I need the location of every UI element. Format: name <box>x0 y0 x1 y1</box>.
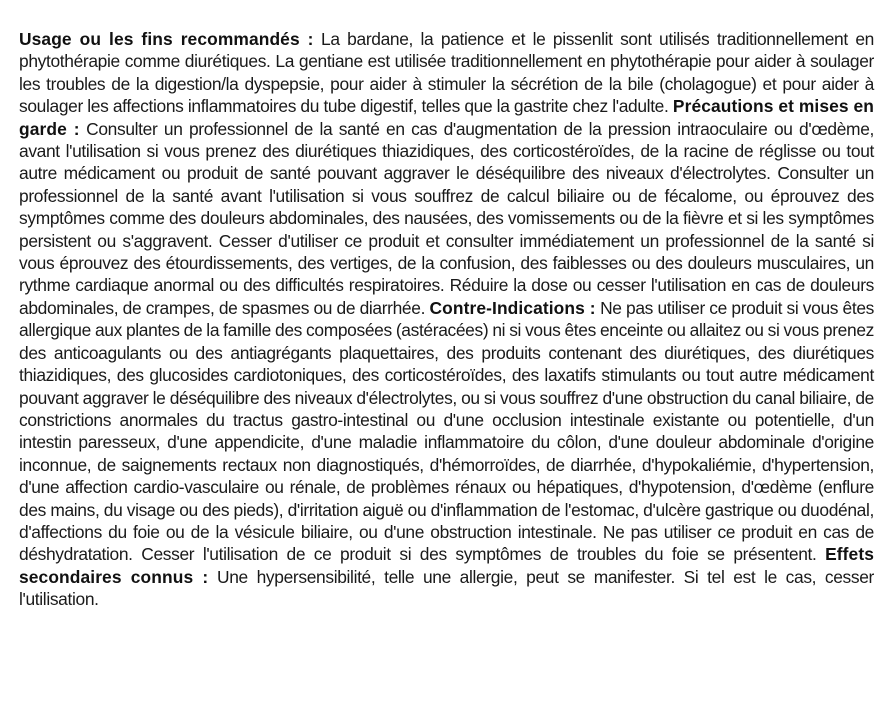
section-text-usage: La bardane, la patience et le pissenlit sont utilisés traditionnellement en phytothérapie comme diurétiques. La gentiane est utilisée traditionnellement en phytothérapie pour aider à soulager les troubles de la digestion/la dyspepsie, pour aider à stimuler la sécrétion de la bile (cholagogue) et pour aider à soulager les affections inflammatoires du tube digestif, telles que la gastrite chez l'adulte. <box>19 29 874 117</box>
section-heading-side-effects: Effets secondaires connus : <box>19 544 874 587</box>
section-text-side-effects: Une hypersensibilité, telle une allergie, peut se manifester. Si tel est le cas, cesser l'utilisation. <box>19 566 874 610</box>
product-label-text <box>19 28 874 611</box>
section-text-precautions: Consulter un professionnel de la santé en cas d'augmentation de la pression intraoculaire ou d'œdème, avant l'utilisation si vous prenez des diurétiques thiazidiques, des corticostéroïdes, de la racine de réglisse ou tout autre médicament ou produit de santé pouvant aggraver le déséquilibre des niveaux d'électrolytes. Consulter un professionnel de la santé avant l'utilisation si vous souffrez de calcul biliaire ou de fécalome, ou éprouvez des symptômes comme des douleurs abdominales, des nausées, des vomissements ou de la fièvre et si les symptômes persistent ou s'aggravent. Cesser d'utiliser ce produit et consulter immédiatement un professionnel de la santé si vous éprouvez des étourdissements, des vertiges, de la confusion, des faiblesses ou des douleurs musculaires, un rythme cardiaque anormal ou des difficultés respiratoires. Réduire la dose ou cesser l'utilisation en cas de douleurs abdominales, de crampes, de spasmes ou de diarrhée. <box>19 118 874 318</box>
section-text-contraindications: Ne pas utiliser ce produit si vous êtes allergique aux plantes de la famille des composées (astéracées) ni si vous êtes enceinte ou allaitez ou si vous prenez des anticoagulants ou des antiagrégants plaquettaires, des produits contenant des diurétiques, des diurétiques thiazidiques, des glucosides cardiotoniques, des corticostéroïdes, des laxatifs stimulants ou tout autre médicament pouvant aggraver le déséquilibre des niveaux d'électrolytes, ou si vous souffrez d'une obstruction du canal biliaire, de constrictions anormales du tractus gastro-intestinal ou d'une occlusion intestinale existante ou potentielle, d'un intestin paresseux, d'une appendicite, d'une maladie inflammatoire du côlon, d'une douleur abdominale d'origine inconnue, de saignements rectaux non diagnostiqués, d'hémorroïdes, de diarrhée, d'hypokaliémie, d'hypertension, d'une affection cardio-vasculaire ou rénale, de problèmes rénaux ou hépatiques, d'hypotension, d'œdème (enflure des mains, du visage ou des pieds), d'irritation aiguë ou d'inflammation de l'estomac, d'ulcère gastrique ou duodénal, d'affections du foie ou de la vésicule biliaire, ou d'une obstruction intestinale. Ne pas utiliser ce produit en cas de déshydratation. Cesser l'utilisation de ce produit si des symptômes de troubles du foie se présentent. <box>19 297 875 565</box>
section-heading-contraindications: Contre-Indications : <box>429 297 596 318</box>
section-heading-precautions: Précautions et mises en garde : <box>19 96 874 139</box>
section-heading-usage: Usage ou les fins recommandés : <box>19 29 314 49</box>
